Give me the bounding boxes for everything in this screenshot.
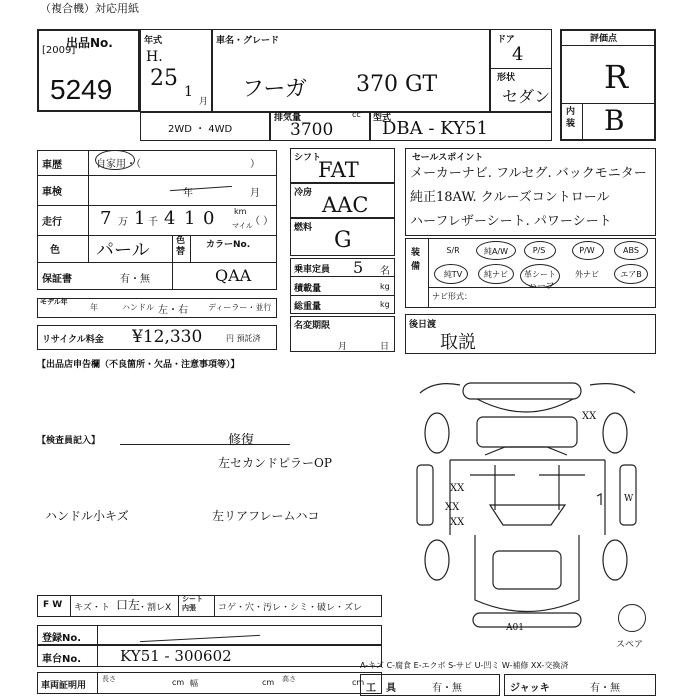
- color-value: パール: [96, 240, 150, 261]
- model-year-unit: 年: [90, 303, 98, 312]
- model-code-label: 型式: [373, 113, 392, 123]
- dim-height: 高さ: [282, 675, 296, 683]
- reg-year: 25: [150, 66, 178, 91]
- era: H.: [146, 49, 163, 65]
- doors-value: 4: [512, 44, 524, 65]
- reg-month: 1: [184, 84, 193, 100]
- recycle-value: ¥12,330: [132, 327, 203, 347]
- name-change-day: 日: [380, 342, 390, 352]
- inspection-year-unit: 年: [183, 188, 193, 199]
- eq-leather: 革シート: [524, 270, 556, 279]
- inspector-label: 【検査員記入】: [37, 436, 101, 446]
- inspector-note-1: 修復: [228, 433, 255, 448]
- ac-label: 冷房: [294, 188, 313, 198]
- history-close: ）: [250, 159, 260, 170]
- eq-ps: P/S: [532, 246, 546, 255]
- eq-alloy: 純A/W: [483, 247, 509, 256]
- eq-ext-nav: 外ナビ: [575, 270, 599, 279]
- seller-notes-label: 【出品店申告欄（不良箇所・欠品・注意事項等）】: [37, 360, 240, 370]
- mileage-u1: 万: [118, 217, 128, 228]
- diagram-mark-4: XX: [445, 502, 460, 513]
- fw-value: キズ・ト: [74, 603, 110, 613]
- shift-value: FAT: [318, 158, 359, 182]
- reg-no-label: 登録No.: [42, 633, 82, 644]
- dim-height-unit: cm: [352, 678, 365, 687]
- warranty-label: 保証書: [42, 274, 72, 285]
- equipment-label: 装備: [411, 248, 421, 272]
- eq-pw: P/W: [579, 246, 595, 255]
- form-title: （複合機）対応用紙: [40, 2, 139, 15]
- model-name: フーガ: [242, 77, 307, 102]
- lot-number: 5249: [50, 74, 113, 105]
- spare-tire-icon: [618, 604, 646, 632]
- tools-value: 有・無: [432, 683, 462, 694]
- inspector-note-4: 左リアフレームハコ: [212, 509, 320, 523]
- capacity-value: 5: [353, 258, 364, 277]
- year-label: 年式: [144, 36, 163, 46]
- handle-value: 左・右: [158, 305, 188, 316]
- diagram-under-mark: A01: [506, 623, 524, 633]
- sales-point-3: ハーフレザーシート. パワーシート: [410, 214, 612, 229]
- mileage-d1: 7: [100, 208, 112, 229]
- grade-score: R: [604, 58, 629, 96]
- jack-value: 有・無: [590, 683, 620, 694]
- shape-label: 形状: [497, 73, 516, 83]
- sales-point-1: メーカーナビ. フルセグ. バックモニター: [410, 166, 647, 181]
- nav-type-label: ナビ形式：: [432, 292, 472, 301]
- mileage-d4: 1: [184, 208, 196, 229]
- lot-label: 出品No.: [66, 36, 113, 50]
- dim-width-unit: cm: [262, 678, 275, 687]
- sales-point-2: 純正18AW. クルーズコントロール: [410, 190, 610, 205]
- inspector-note-2: 左セカンドピラーOP: [218, 456, 332, 470]
- jack-label: ジャッキ: [510, 683, 550, 694]
- history-label: 車歴: [42, 160, 62, 171]
- warranty-value: 有・無: [120, 274, 150, 285]
- seat-value: コゲ・穴・汚レ・シミ・破レ・ズレ: [218, 603, 363, 613]
- fw-label: F W: [43, 600, 63, 610]
- chassis-label: 車台No.: [42, 654, 82, 665]
- inspector-note-3: ハンドル小キズ: [45, 509, 129, 523]
- displacement-label: 排気量: [274, 113, 302, 123]
- mileage-d5: 0: [203, 208, 215, 229]
- spare-label: スペア: [616, 640, 644, 650]
- eq-nav: 純ナビ: [484, 270, 508, 279]
- dim-length-unit: cm: [172, 678, 185, 687]
- displacement-unit: cc: [352, 110, 361, 119]
- interior-label: 内装: [566, 107, 576, 129]
- inspection-month-unit: 月: [250, 188, 260, 199]
- doors-label: ドア: [497, 35, 515, 45]
- color-no-label: カラーNo.: [206, 240, 251, 250]
- chassis-value: KY51 - 300602: [120, 647, 232, 665]
- load-unit: kg: [380, 282, 390, 291]
- shift-label: シフト: [294, 153, 322, 163]
- mileage-bracket: （ ）: [250, 216, 274, 227]
- grade-label: 評価点: [590, 34, 618, 44]
- tools-label: 工 具: [366, 683, 396, 694]
- diagram-mark-1: XX: [450, 483, 465, 494]
- mileage-unit2: マイル: [232, 222, 253, 230]
- fuel-value: G: [334, 228, 352, 253]
- model-label: 車名・グレード: [216, 36, 280, 46]
- mileage-d3: 4: [164, 208, 176, 229]
- recycle-label: リサイクル料金: [42, 335, 104, 345]
- capacity-unit: 名: [380, 266, 390, 277]
- name-change-month: 月: [338, 342, 348, 352]
- weight-label: 総重量: [294, 302, 322, 312]
- cert-row: [37, 672, 382, 694]
- seat-label: シート 内張: [182, 595, 203, 612]
- handle-label: ハンドル: [122, 303, 154, 312]
- sales-points-label: セールスポイント: [412, 153, 484, 163]
- docs-value: 取説: [440, 332, 476, 353]
- weight-unit: kg: [380, 300, 390, 309]
- registration-row: [37, 625, 382, 645]
- diagram-mark-w: W: [624, 494, 634, 504]
- cert-label: 車両証明用: [41, 681, 87, 691]
- fuel-label: 燃料: [294, 223, 313, 233]
- name-change-label: 名変期限: [294, 321, 331, 331]
- eq-abs: ABS: [623, 246, 639, 255]
- damage-legend: A-キズ C-腐食 E-エクボ S-サビ U-凹ミ W-補修 XX-交換済: [360, 661, 569, 670]
- eq-airbag: エアB: [620, 270, 642, 279]
- diagram-mark-2: XX: [450, 517, 465, 528]
- model-grade: 370 GT: [356, 72, 438, 97]
- color-label: 色: [50, 245, 60, 256]
- dim-width: 幅: [190, 679, 198, 688]
- eq-sr: S/R: [446, 246, 460, 255]
- color-no-value: QAA: [215, 266, 252, 285]
- color-change-label: 色替: [176, 236, 186, 257]
- ac-value: AAC: [322, 193, 369, 217]
- drive-options: 2WD ・ 4WD: [168, 124, 233, 135]
- docs-label: 後日渡: [409, 320, 437, 330]
- lot-year-tag: [2009]: [42, 45, 76, 56]
- fw-tail: ・割レX: [138, 603, 172, 613]
- displacement-value: 3700: [290, 120, 334, 140]
- diagram-mark-3: XX: [582, 411, 597, 422]
- model-code-value: DBA - KY51: [382, 118, 488, 139]
- dealer-label: ディーラー・並行: [208, 303, 272, 312]
- capacity-label: 乗車定員: [294, 265, 331, 275]
- eq-tv: 純TV: [443, 270, 463, 279]
- interior-value: B: [604, 104, 625, 137]
- model-year-label: モデル年: [40, 298, 68, 306]
- mileage-label: 走行: [42, 217, 62, 228]
- fw-written: 口左: [116, 598, 141, 612]
- mileage-u2: 千: [148, 217, 158, 228]
- mileage-d2: 1: [134, 208, 146, 229]
- dim-length: 長さ: [102, 675, 116, 683]
- reg-month-unit: 月: [199, 97, 209, 107]
- load-label: 積載量: [294, 284, 322, 294]
- recycle-unit: 円 預託済: [226, 334, 261, 343]
- eq-half-note: ハーフ: [528, 282, 555, 292]
- mileage-unit: km: [234, 207, 247, 216]
- shape-value: セダン: [502, 87, 551, 106]
- inspection-label: 車検: [42, 187, 62, 198]
- history-value: 自家用・（: [96, 159, 141, 170]
